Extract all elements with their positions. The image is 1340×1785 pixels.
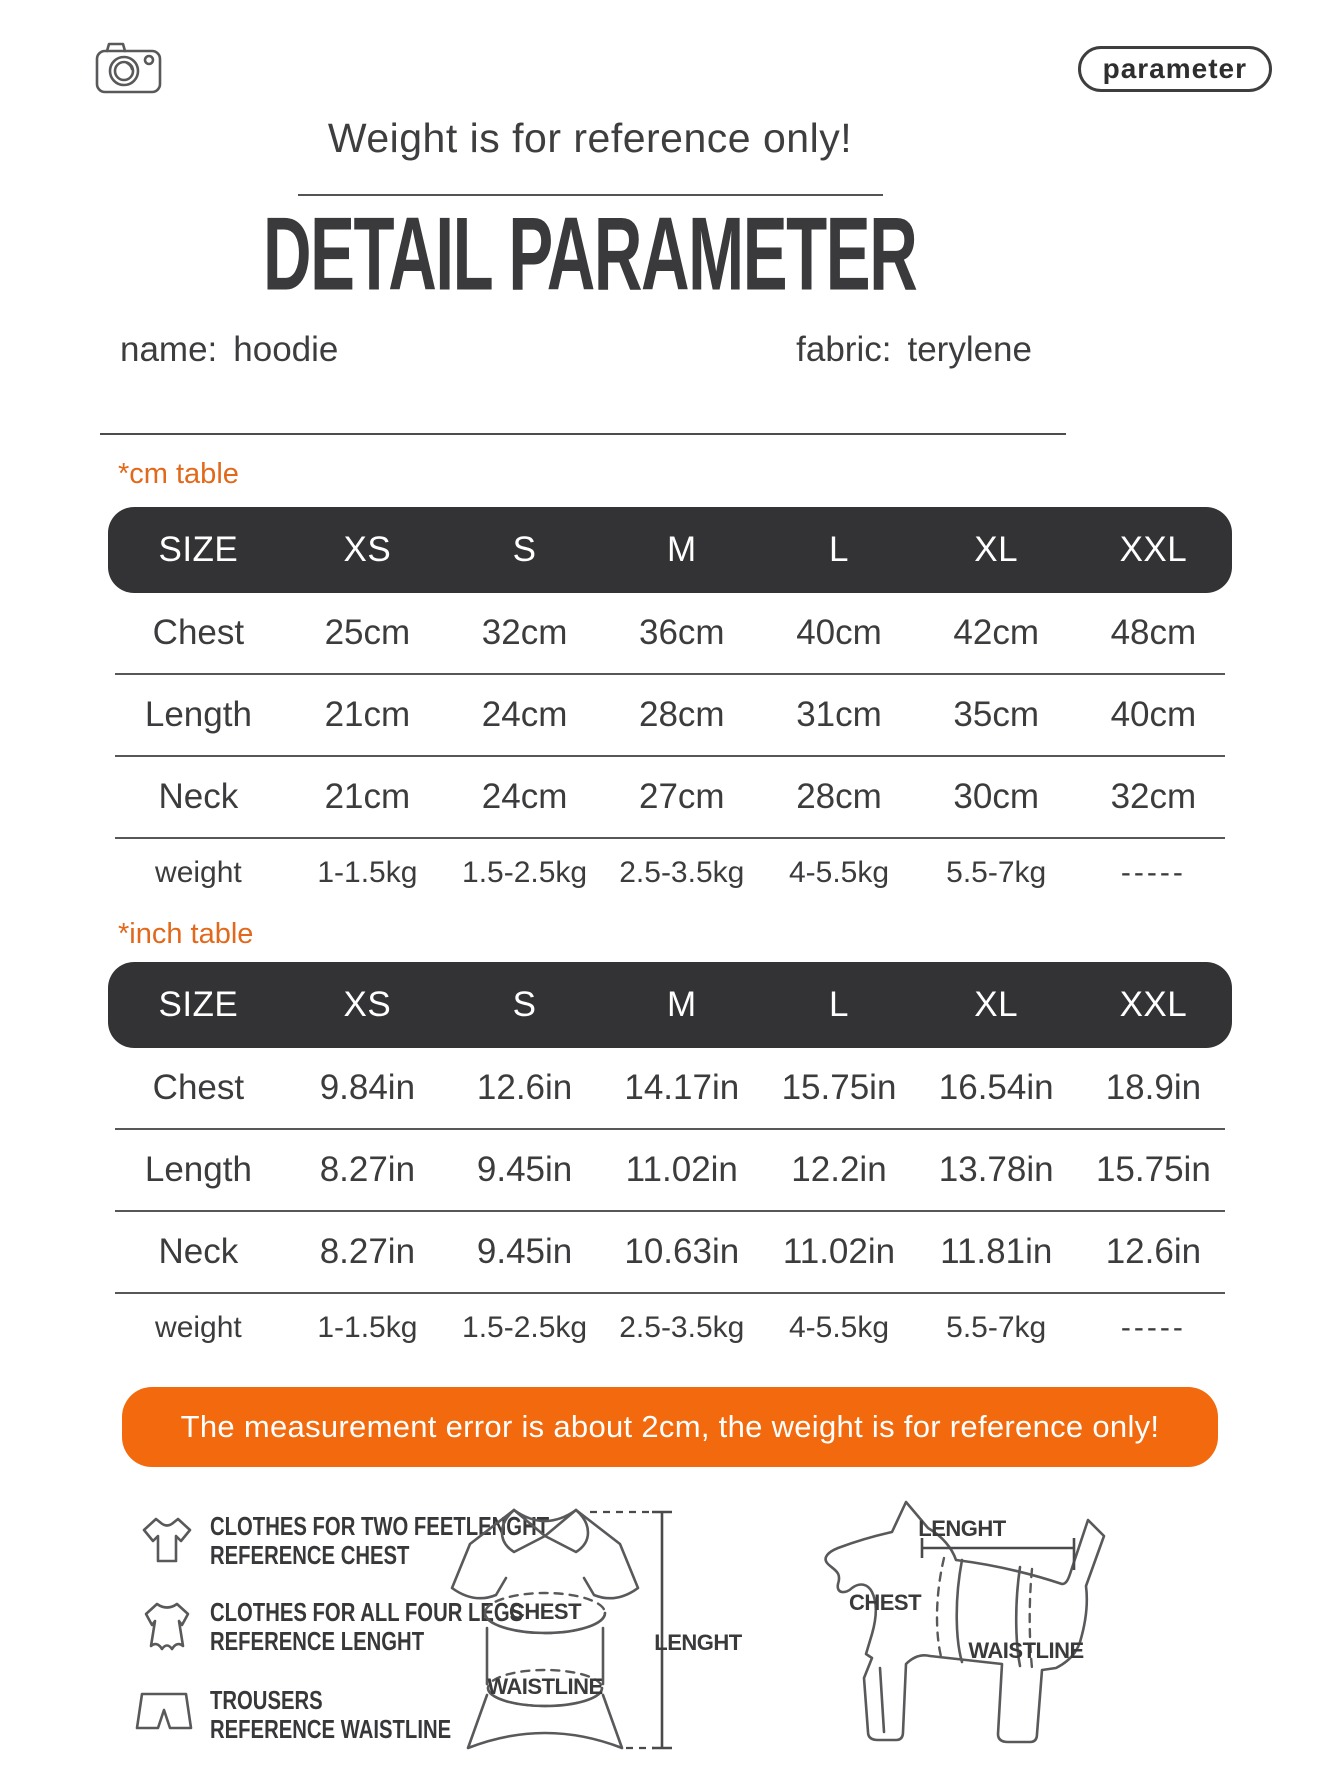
- header-cell: XS: [343, 530, 392, 569]
- tshirt-icon: [134, 1514, 200, 1566]
- table-cell: 5.5-7kg: [946, 856, 1047, 889]
- table-row-chest: [108, 1048, 1232, 1128]
- header-cell: S: [512, 985, 537, 1024]
- table-cell: -----: [1120, 856, 1186, 889]
- notice-banner: [122, 1387, 1218, 1467]
- legend-item-two-feet: [134, 1511, 550, 1570]
- product-fabric: [796, 330, 1032, 370]
- dog-length-label: LENGHT: [918, 1516, 1006, 1541]
- table-row-weight: [108, 839, 1232, 907]
- table-cell: 11.02in: [625, 1150, 738, 1189]
- table-cell: 12.6in: [476, 1068, 573, 1107]
- table-cell: 25cm: [324, 613, 411, 652]
- table-cell: 35cm: [953, 695, 1039, 734]
- page-title-text: DETAIL PARAMETER: [263, 196, 917, 312]
- table-cell: 9.84in: [319, 1068, 416, 1107]
- header-cell: L: [829, 985, 849, 1024]
- table-cell: 12.6in: [1105, 1232, 1202, 1271]
- header-cell: L: [829, 530, 849, 569]
- product-name-label: name:: [120, 330, 218, 369]
- table-row-neck: [108, 1212, 1232, 1292]
- row-label: Length: [144, 695, 252, 734]
- header-cell: SIZE: [158, 530, 239, 569]
- inch-table-header: [108, 962, 1232, 1048]
- table-row-length: [108, 675, 1232, 755]
- table-cell: 4-5.5kg: [788, 1311, 890, 1344]
- row-label: weight: [155, 1311, 242, 1344]
- parameter-badge: [1078, 46, 1272, 92]
- shirt-measure-diagram: [440, 1498, 750, 1778]
- shirt-chest-label: CHEST: [508, 1599, 582, 1624]
- inch-table-label: *inch table: [118, 918, 254, 950]
- header-cell: XL: [974, 985, 1019, 1024]
- table-cell: 2.5-3.5kg: [619, 1311, 745, 1344]
- table-cell: 1.5-2.5kg: [462, 856, 588, 889]
- table-cell: 1-1.5kg: [317, 856, 418, 889]
- table-row-neck: [108, 757, 1232, 837]
- header-cell: S: [512, 530, 537, 569]
- cm-size-table: [108, 507, 1232, 907]
- product-fabric-label: fabric:: [796, 330, 892, 369]
- subtitle: Weight is for reference only!: [327, 115, 853, 161]
- shirt-waistline-label: WAISTLINE: [487, 1674, 603, 1699]
- camera-icon: [94, 38, 166, 96]
- table-cell: 9.45in: [476, 1232, 573, 1271]
- row-label: Length: [144, 1150, 252, 1189]
- header-cell: XXL: [1119, 985, 1188, 1024]
- legend-item-four-legs: [134, 1597, 524, 1658]
- four-leg-clothes-icon: [134, 1600, 200, 1658]
- meta-divider: [100, 433, 1066, 435]
- table-cell: -----: [1120, 1311, 1186, 1344]
- table-cell: 14.17in: [624, 1068, 740, 1107]
- table-cell: 8.27in: [319, 1232, 416, 1271]
- header-cell: XXL: [1119, 530, 1188, 569]
- table-cell: 16.54in: [938, 1068, 1054, 1107]
- table-cell: 48cm: [1110, 613, 1197, 652]
- table-cell: 11.02in: [782, 1232, 896, 1271]
- table-cell: 1-1.5kg: [317, 1311, 418, 1344]
- row-label: Chest: [152, 1068, 245, 1107]
- row-label: Neck: [158, 1232, 239, 1271]
- measure-legend: [134, 1511, 550, 1772]
- table-cell: 2.5-3.5kg: [619, 856, 745, 889]
- product-fabric-value: terylene: [907, 330, 1032, 369]
- table-cell: 10.63in: [624, 1232, 740, 1271]
- dog-measure-diagram: [772, 1492, 1152, 1785]
- table-cell: 40cm: [796, 613, 882, 652]
- cm-table-label: *cm table: [118, 458, 239, 490]
- table-cell: 9.45in: [476, 1150, 573, 1189]
- table-cell: 42cm: [953, 613, 1039, 652]
- dog-waistline-label: WAISTLINE: [968, 1638, 1084, 1663]
- table-cell: 36cm: [638, 613, 725, 652]
- notice-text: The measurement error is about 2cm, the weight is for reference only!: [180, 1409, 1160, 1444]
- table-cell: 32cm: [1110, 777, 1197, 816]
- table-cell: 8.27in: [319, 1150, 416, 1189]
- header-cell: M: [666, 530, 697, 569]
- table-cell: 1.5-2.5kg: [462, 1311, 588, 1344]
- legend-line: CLOTHES FOR TWO FEETLENGHT: [210, 1511, 550, 1541]
- product-name-value: hoodie: [233, 330, 339, 369]
- table-row-chest: [108, 593, 1232, 673]
- table-cell: 21cm: [324, 777, 411, 816]
- table-cell: 32cm: [481, 613, 568, 652]
- dog-chest-label: CHEST: [848, 1590, 922, 1615]
- table-cell: 5.5-7kg: [946, 1311, 1047, 1344]
- header-cell: XL: [974, 530, 1019, 569]
- heading-block: [0, 112, 1180, 330]
- table-cell: 27cm: [638, 777, 725, 816]
- legend-line: REFERENCE LENGHT: [210, 1626, 425, 1656]
- table-cell: 11.81in: [940, 1232, 1053, 1271]
- table-cell: 24cm: [481, 777, 568, 816]
- table-cell: 31cm: [796, 695, 882, 734]
- table-cell: 4-5.5kg: [788, 856, 890, 889]
- legend-line: REFERENCE WAISTLINE: [210, 1714, 452, 1744]
- shirt-length-label: LENGHT: [654, 1630, 742, 1655]
- inch-size-table: [108, 962, 1232, 1362]
- product-name: [120, 330, 338, 370]
- legend-line: TROUSERS: [210, 1685, 323, 1715]
- table-cell: 28cm: [638, 695, 725, 734]
- table-row-weight: [108, 1294, 1232, 1362]
- page-title: [0, 196, 1180, 330]
- table-cell: 18.9in: [1105, 1068, 1202, 1107]
- table-cell: 28cm: [796, 777, 882, 816]
- table-cell: 21cm: [324, 695, 411, 734]
- table-cell: 12.2in: [791, 1150, 887, 1189]
- table-cell: 15.75in: [781, 1068, 897, 1107]
- legend-line: REFERENCE CHEST: [210, 1540, 410, 1570]
- trousers-icon: [134, 1688, 200, 1734]
- legend-item-trousers: [134, 1686, 474, 1744]
- row-label: weight: [155, 856, 242, 889]
- table-cell: 24cm: [481, 695, 568, 734]
- table-cell: 30cm: [953, 777, 1039, 816]
- row-label: Neck: [158, 777, 239, 816]
- product-meta-row: [120, 330, 1032, 370]
- legend-line: CLOTHES FOR ALL FOUR LEGS: [210, 1597, 524, 1627]
- header-cell: M: [666, 985, 697, 1024]
- row-label: Chest: [152, 613, 245, 652]
- table-cell: 40cm: [1110, 695, 1197, 734]
- header-cell: SIZE: [158, 985, 239, 1024]
- table-cell: 15.75in: [1095, 1150, 1211, 1189]
- header-cell: XS: [343, 985, 392, 1024]
- table-row-length: [108, 1130, 1232, 1210]
- table-cell: 13.78in: [938, 1150, 1054, 1189]
- parameter-badge-label: parameter: [1102, 53, 1247, 84]
- cm-table-header: [108, 507, 1232, 593]
